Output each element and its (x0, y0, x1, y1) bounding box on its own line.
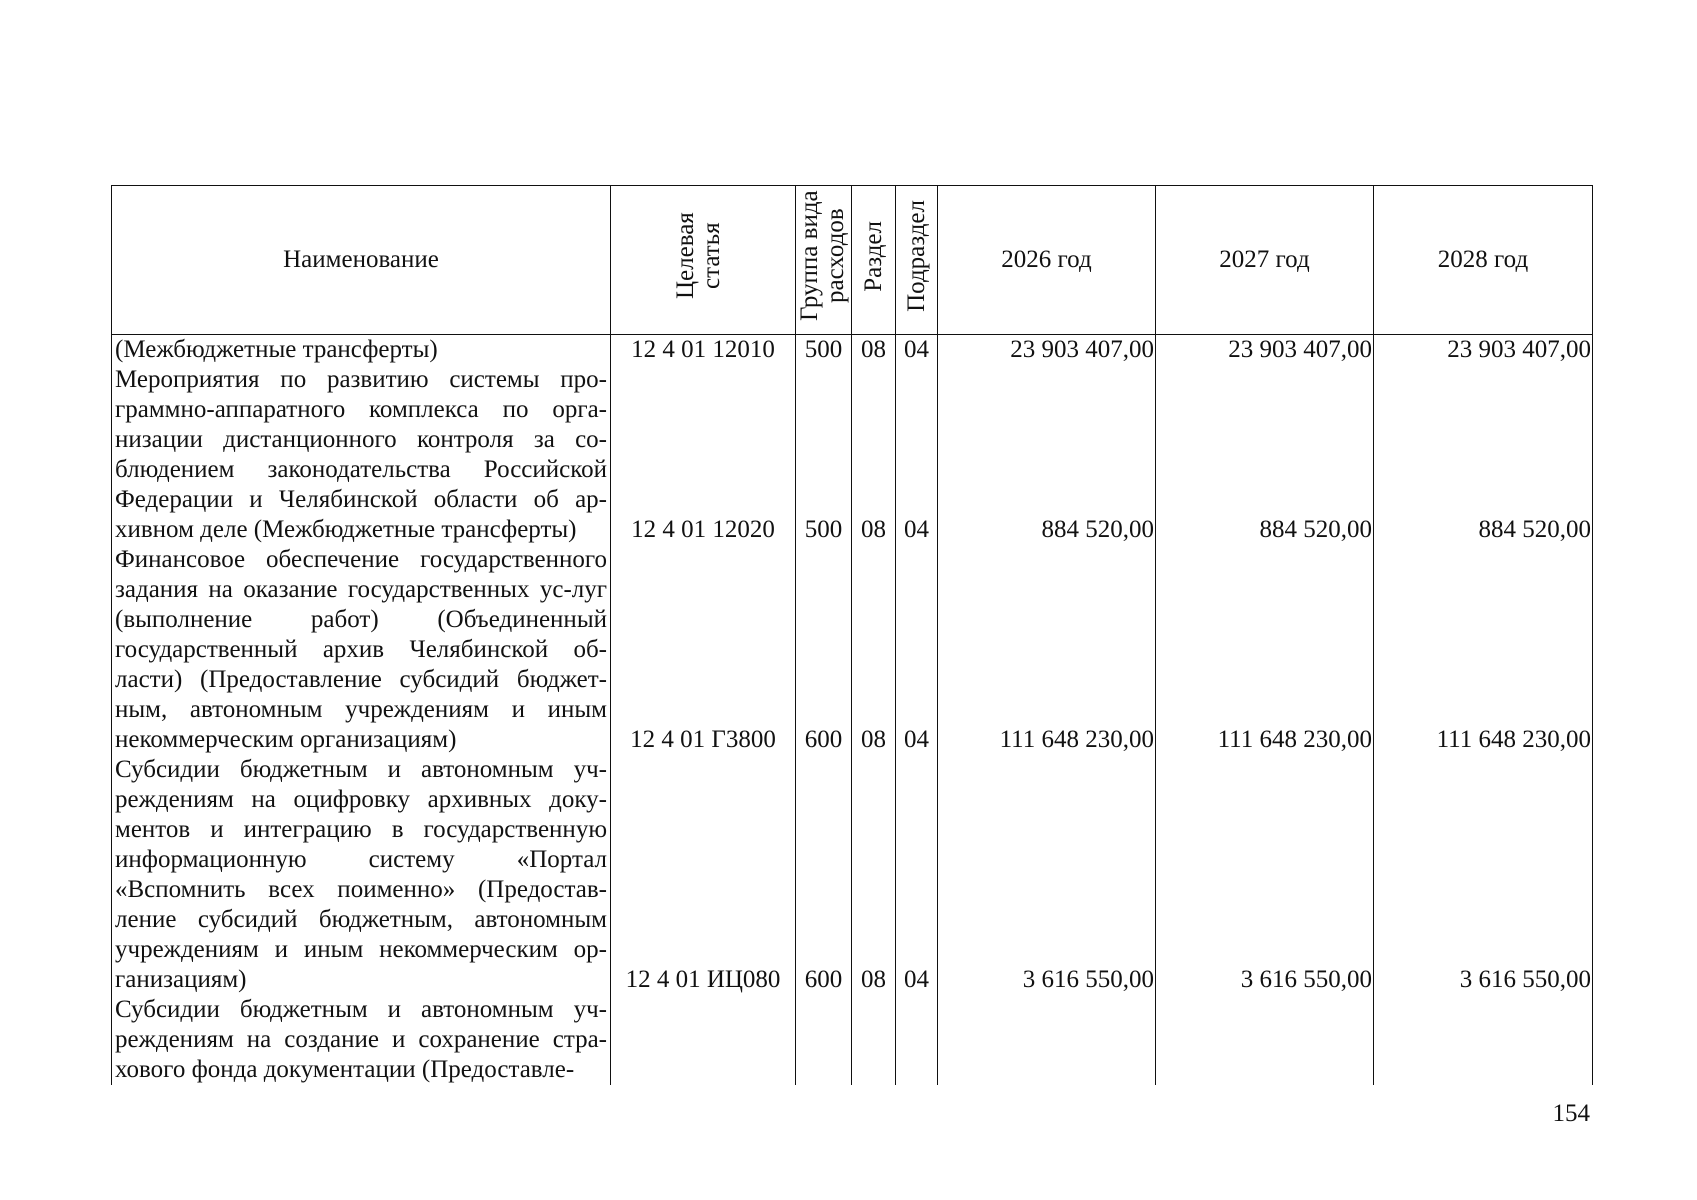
row-section: 08 (852, 335, 896, 366)
row-name: Субсидии бюджетным и автономным уч-реждениям на оцифровку архивных доку-ментов и интеграцию в государственную информационную систему «Портал «Вспомнить всех поименно» (Предостав-ление субсидий бюджетным, автономным учреждениям и иным некоммерческим ор-ганизациям) (112, 755, 611, 995)
row-name: (Межбюджетные трансферты) (112, 335, 611, 366)
row-group-empty (796, 995, 852, 1085)
row-2028: 23 903 407,00 (1374, 335, 1593, 366)
row-2028: 111 648 230,00 (1374, 545, 1593, 755)
header-2027: 2027 год (1156, 186, 1374, 335)
row-2026: 111 648 230,00 (938, 545, 1156, 755)
row-2028: 3 616 550,00 (1374, 755, 1593, 995)
header-2028: 2028 год (1374, 186, 1593, 335)
row-subsection: 04 (896, 365, 938, 545)
row-2027: 3 616 550,00 (1156, 755, 1374, 995)
budget-table (111, 185, 1593, 1085)
row-2026: 3 616 550,00 (938, 755, 1156, 995)
row-name: Мероприятия по развитию системы про-граммно-аппаратного комплекса по орга-низации дистанционного контроля за со-блюдением законодательства Российской Федерации и Челябинской области об ар-хивном деле (Межбюджетные трансферты) (112, 365, 611, 545)
row-name: Финансовое обеспечение государственного задания на оказание государственных ус-луг (выполнение работ) (Объединенный государственный архив Челябинской об-ласти) (Предоставление субсидий бюджет-ным, автономным учреждениям и иным некоммерческим организациям) (112, 545, 611, 755)
row-subsection-empty (896, 995, 938, 1085)
header-group: Группа вида расходов (796, 186, 852, 335)
row-2027: 111 648 230,00 (1156, 545, 1374, 755)
table-row (112, 365, 1593, 545)
row-target-empty (611, 995, 796, 1085)
header-subsection: Подраздел (896, 186, 938, 335)
header-section: Раздел (852, 186, 896, 335)
table-row (112, 755, 1593, 995)
header-row (112, 186, 1593, 335)
row-section-empty (852, 995, 896, 1085)
row-2026-empty (938, 995, 1156, 1085)
row-section: 08 (852, 755, 896, 995)
row-section: 08 (852, 545, 896, 755)
row-target: 12 4 01 ИЦ080 (611, 755, 796, 995)
row-2027-empty (1156, 995, 1374, 1085)
header-name: Наименование (112, 186, 611, 335)
row-2026: 23 903 407,00 (938, 335, 1156, 366)
row-target: 12 4 01 Г3800 (611, 545, 796, 755)
header-2026: 2026 год (938, 186, 1156, 335)
row-2027: 884 520,00 (1156, 365, 1374, 545)
row-group: 500 (796, 365, 852, 545)
table-row-continued (112, 995, 1593, 1085)
table-row (112, 335, 1593, 366)
row-name: Субсидии бюджетным и автономным уч-реждениям на создание и сохранение стра-хового фонда документации (Предоставле- (112, 995, 611, 1085)
row-2028: 884 520,00 (1374, 365, 1593, 545)
row-subsection: 04 (896, 755, 938, 995)
row-2026: 884 520,00 (938, 365, 1156, 545)
row-subsection: 04 (896, 545, 938, 755)
row-group: 600 (796, 545, 852, 755)
header-target: Целевая статья (611, 186, 796, 335)
row-2028-empty (1374, 995, 1593, 1085)
row-group: 600 (796, 755, 852, 995)
row-section: 08 (852, 365, 896, 545)
row-group: 500 (796, 335, 852, 366)
row-2027: 23 903 407,00 (1156, 335, 1374, 366)
row-subsection: 04 (896, 335, 938, 366)
row-target: 12 4 01 12020 (611, 365, 796, 545)
page-number: 154 (1552, 1100, 1590, 1127)
table-row (112, 545, 1593, 755)
row-target: 12 4 01 12010 (611, 335, 796, 366)
